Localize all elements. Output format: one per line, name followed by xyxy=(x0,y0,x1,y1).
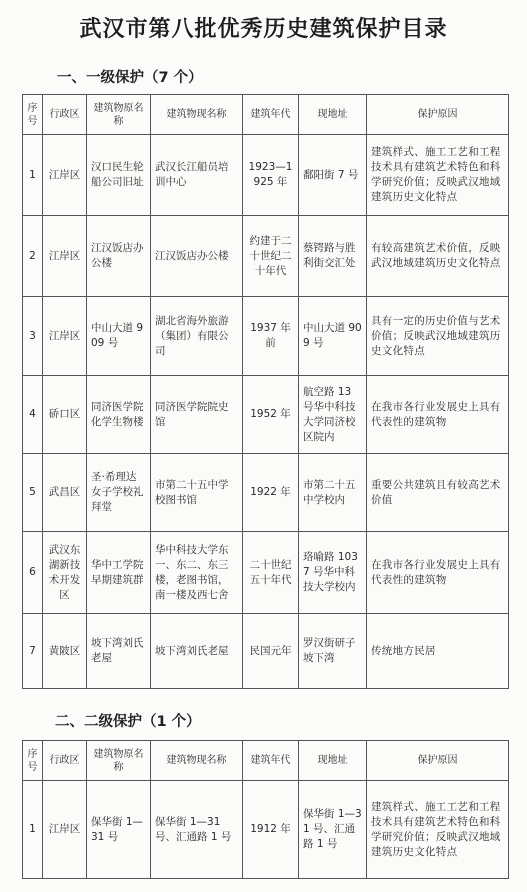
col-header-original-name: 建筑物原名称 xyxy=(87,741,151,781)
cell-current-name: 同济医学院院史馆 xyxy=(151,376,243,454)
cell-era: 1912 年 xyxy=(243,781,299,879)
table-header-row xyxy=(23,741,509,781)
cell-original-name: 坡下湾刘氏老屋 xyxy=(87,614,151,689)
col-header-no: 序号 xyxy=(23,95,43,135)
cell-district: 江岸区 xyxy=(43,216,87,297)
cell-district: 武昌区 xyxy=(43,454,87,532)
col-header-current-name: 建筑物现名称 xyxy=(151,95,243,135)
col-header-no: 序号 xyxy=(23,741,43,781)
cell-district: 江岸区 xyxy=(43,297,87,376)
cell-no: 2 xyxy=(23,216,43,297)
cell-no: 6 xyxy=(23,532,43,614)
cell-current-name: 华中科技大学东一、东二、东三楼，老图书馆，南一楼及西七舍 xyxy=(151,532,243,614)
col-header-district: 行政区 xyxy=(43,95,87,135)
section-heading-level2: 二、二级保护（1 个） xyxy=(55,714,201,730)
cell-original-name: 华中工学院早期建筑群 xyxy=(87,532,151,614)
cell-original-name: 汉口民生轮船公司旧址 xyxy=(87,135,151,216)
cell-district: 武汉东湖新技术开发区 xyxy=(43,532,87,614)
cell-original-name: 保华街 1—31 号 xyxy=(87,781,151,879)
cell-original-name: 江汉饭店办公楼 xyxy=(87,216,151,297)
cell-current-name: 市第二十五中学校图书馆 xyxy=(151,454,243,532)
cell-era: 民国元年 xyxy=(243,614,299,689)
cell-original-name: 中山大道 909 号 xyxy=(87,297,151,376)
col-header-original-name: 建筑物原名称 xyxy=(87,95,151,135)
cell-address: 保华街 1—31 号、汇通路 1 号 xyxy=(299,781,367,879)
cell-reason: 传统地方民居 xyxy=(367,614,509,689)
table-row xyxy=(23,135,509,216)
cell-address: 市第二十五中学校内 xyxy=(299,454,367,532)
section-heading-level1: 一、一级保护（7 个） xyxy=(57,70,203,86)
level1-protection-table xyxy=(22,94,509,689)
cell-district: 硚口区 xyxy=(43,376,87,454)
cell-reason: 重要公共建筑且有较高艺术价值 xyxy=(367,454,509,532)
col-header-address: 现地址 xyxy=(299,95,367,135)
cell-no: 5 xyxy=(23,454,43,532)
cell-reason: 有较高建筑艺术价值，反映武汉地域建筑历史文化特点 xyxy=(367,216,509,297)
cell-district: 江岸区 xyxy=(43,781,87,879)
page-title: 武汉市第八批优秀历史建筑保护目录 xyxy=(79,17,448,42)
cell-original-name: 圣·希理达女子学校礼拜堂 xyxy=(87,454,151,532)
col-header-reason: 保护原因 xyxy=(367,741,509,781)
cell-district: 黄陂区 xyxy=(43,614,87,689)
cell-district: 江岸区 xyxy=(43,135,87,216)
cell-reason: 建筑样式、施工工艺和工程技术具有建筑艺术特色和科学研究价值；反映武汉地域建筑历史文化特点 xyxy=(367,135,509,216)
cell-reason: 建筑样式、施工工艺和工程技术具有建筑艺术特色和科学研究价值；反映武汉地域建筑历史文化特点 xyxy=(367,781,509,879)
cell-current-name: 湖北省海外旅游（集团）有限公司 xyxy=(151,297,243,376)
table-row xyxy=(23,614,509,689)
cell-era: 1952 年 xyxy=(243,376,299,454)
table-row xyxy=(23,532,509,614)
table-row xyxy=(23,216,509,297)
level2-protection-table xyxy=(22,740,509,879)
cell-current-name: 坡下湾刘氏老屋 xyxy=(151,614,243,689)
cell-current-name: 保华街 1—31 号、汇通路 1 号 xyxy=(151,781,243,879)
cell-reason: 在我市各行业发展史上具有代表性的建筑物 xyxy=(367,532,509,614)
col-header-current-name: 建筑物现名称 xyxy=(151,741,243,781)
cell-era: 约建于二十世纪二十年代 xyxy=(243,216,299,297)
cell-address: 蔡锷路与胜利街交汇处 xyxy=(299,216,367,297)
cell-era: 1923—1925 年 xyxy=(243,135,299,216)
cell-reason: 在我市各行业发展史上具有代表性的建筑物 xyxy=(367,376,509,454)
cell-era: 1937 年前 xyxy=(243,297,299,376)
table-row xyxy=(23,376,509,454)
cell-era: 1922 年 xyxy=(243,454,299,532)
col-header-reason: 保护原因 xyxy=(367,95,509,135)
table-row xyxy=(23,781,509,879)
cell-address: 珞喻路 1037 号华中科技大学校内 xyxy=(299,532,367,614)
table-row xyxy=(23,297,509,376)
cell-no: 3 xyxy=(23,297,43,376)
cell-reason: 具有一定的历史价值与艺术价值；反映武汉地域建筑历史文化特点 xyxy=(367,297,509,376)
cell-address: 航空路 13 号华中科技大学同济校区院内 xyxy=(299,376,367,454)
col-header-era: 建筑年代 xyxy=(243,741,299,781)
cell-no: 1 xyxy=(23,781,43,879)
cell-address: 鄱阳街 7 号 xyxy=(299,135,367,216)
cell-address: 中山大道 909 号 xyxy=(299,297,367,376)
col-header-era: 建筑年代 xyxy=(243,95,299,135)
table-header-row xyxy=(23,95,509,135)
col-header-address: 现地址 xyxy=(299,741,367,781)
cell-no: 4 xyxy=(23,376,43,454)
cell-current-name: 武汉长江船员培训中心 xyxy=(151,135,243,216)
cell-era: 二十世纪五十年代 xyxy=(243,532,299,614)
cell-no: 7 xyxy=(23,614,43,689)
cell-address: 罗汉街研子坡下湾 xyxy=(299,614,367,689)
table-row xyxy=(23,454,509,532)
col-header-district: 行政区 xyxy=(43,741,87,781)
cell-original-name: 同济医学院化学生物楼 xyxy=(87,376,151,454)
cell-current-name: 江汉饭店办公楼 xyxy=(151,216,243,297)
cell-no: 1 xyxy=(23,135,43,216)
